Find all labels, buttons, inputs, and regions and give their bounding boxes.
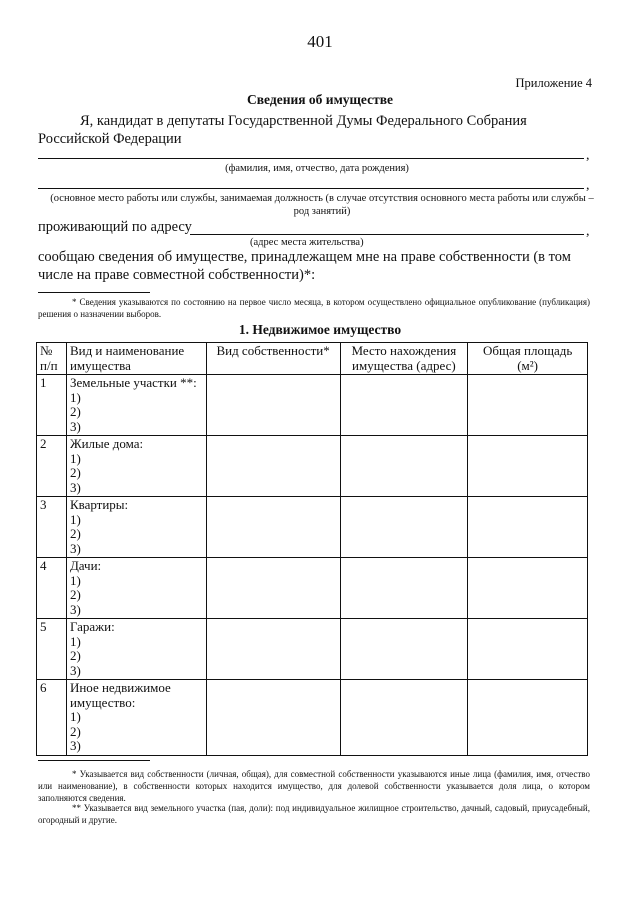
real-estate-table [36, 342, 588, 756]
row-item-number: 3) [69, 418, 81, 434]
address-line [190, 234, 584, 235]
row-item-number: 2) [69, 648, 81, 663]
header-num: № п/п [37, 343, 67, 375]
area-cell[interactable] [468, 680, 588, 756]
page-number: 401 [307, 32, 333, 51]
row-property-type [66, 375, 206, 436]
row-property-type [66, 497, 206, 558]
row-item-number: 1) [69, 511, 81, 527]
caption-name: (фамилия, имя, отчество, дата рождения) [225, 163, 409, 174]
header-location: Место нахождения имущества (адрес) [340, 343, 468, 375]
row-item-number: 2) [69, 587, 81, 602]
residence-label: проживающий по адресу [38, 219, 192, 235]
ownership-cell[interactable] [206, 680, 340, 756]
statement-text: сообщаю сведения об имуществе, принадлежащем мне на праве собственности (в том числе на праве совместной собственности)*: [38, 249, 571, 283]
caption-work: (основное место работы или службы, занимаемая должность (в случае отсутствия основного места работы или службы – род занятий) [50, 193, 594, 217]
table-row [37, 619, 588, 680]
footnote-separator [38, 292, 150, 293]
comma: , [586, 224, 590, 239]
row-item-number: 1) [69, 450, 81, 466]
table-row [37, 375, 588, 436]
row-item-number: 3) [69, 662, 81, 678]
location-cell[interactable] [340, 680, 468, 756]
footnote-top: * Сведения указываются по состоянию на первое число месяца, в котором осуществлено официальное опубликование (публикация) решения о назначении выборов. [38, 297, 590, 319]
row-item-number: 1) [69, 389, 81, 405]
property-type-label: Дачи: [69, 558, 102, 573]
property-type-label: Жилые дома: [69, 436, 144, 451]
header-ownership: Вид собственности* [206, 343, 340, 375]
row-item-number: 2) [69, 723, 81, 739]
area-cell[interactable] [468, 436, 588, 497]
ownership-cell[interactable] [206, 558, 340, 619]
table-row [37, 497, 588, 558]
table-header-row [37, 343, 588, 375]
area-cell[interactable] [468, 619, 588, 680]
property-type-label: Земельные участки **: [69, 375, 197, 390]
ownership-cell[interactable] [206, 436, 340, 497]
row-number: 6 [37, 680, 67, 756]
table-row [37, 558, 588, 619]
row-item-number: 1) [69, 633, 81, 649]
footnote-land: ** Указывается вид земельного участка (пая, доли): под индивидуальное жилищное строительство, дачный, садовый, приусадебный, огородный и другие. [38, 803, 590, 825]
ownership-cell[interactable] [206, 619, 340, 680]
row-item-number: 1) [69, 572, 81, 588]
row-number: 2 [37, 436, 67, 497]
location-cell[interactable] [340, 558, 468, 619]
footnote-separator [38, 760, 150, 761]
location-cell[interactable] [340, 619, 468, 680]
table-row [37, 436, 588, 497]
row-item-number: 2) [69, 526, 81, 541]
row-item-number: 2) [69, 404, 81, 419]
header-area: Общая площадь (м²) [468, 343, 588, 375]
location-cell[interactable] [340, 497, 468, 558]
property-type-label: Гаражи: [69, 619, 115, 634]
header-name: Вид и наименование имущества [66, 343, 206, 375]
row-item-number: 1) [69, 709, 81, 724]
row-number: 4 [37, 558, 67, 619]
row-item-number: 3) [69, 540, 81, 556]
row-property-type [66, 558, 206, 619]
comma: , [586, 148, 590, 163]
row-number: 1 [37, 375, 67, 436]
row-item-number: 3) [69, 738, 81, 753]
row-property-type [66, 436, 206, 497]
area-cell[interactable] [468, 497, 588, 558]
property-type-label: Иное недвижимое имущество: [69, 680, 171, 710]
row-property-type [66, 619, 206, 680]
document-title: Сведения об имуществе [247, 92, 393, 107]
appendix-label: Приложение 4 [515, 76, 592, 90]
intro-text: Я, кандидат в депутаты Государственной Думы Федерального Собрания Российской Федерации [38, 113, 527, 147]
footnote-ownership: * Указывается вид собственности (личная, общая), для совместной собственности указываются иные лица (фамилия, имя, отчество или наименование), в собственности которых находится имущество, для долевой собственности указывается доля лица, о котором заполняются сведения. [38, 769, 590, 803]
row-item-number: 3) [69, 601, 81, 617]
location-cell[interactable] [340, 375, 468, 436]
row-item-number: 2) [69, 465, 81, 480]
area-cell[interactable] [468, 558, 588, 619]
comma: , [586, 178, 590, 193]
row-number: 3 [37, 497, 67, 558]
name-line [38, 158, 584, 159]
property-type-label: Квартиры: [69, 497, 129, 512]
row-number: 5 [37, 619, 67, 680]
ownership-cell[interactable] [206, 497, 340, 558]
caption-address: (адрес места жительства) [250, 237, 364, 248]
section-title: 1. Недвижимое имущество [238, 322, 402, 337]
work-line [38, 188, 584, 189]
ownership-cell[interactable] [206, 375, 340, 436]
area-cell[interactable] [468, 375, 588, 436]
row-item-number: 3) [69, 479, 81, 495]
row-property-type [66, 680, 206, 756]
location-cell[interactable] [340, 436, 468, 497]
table-row [37, 680, 588, 756]
